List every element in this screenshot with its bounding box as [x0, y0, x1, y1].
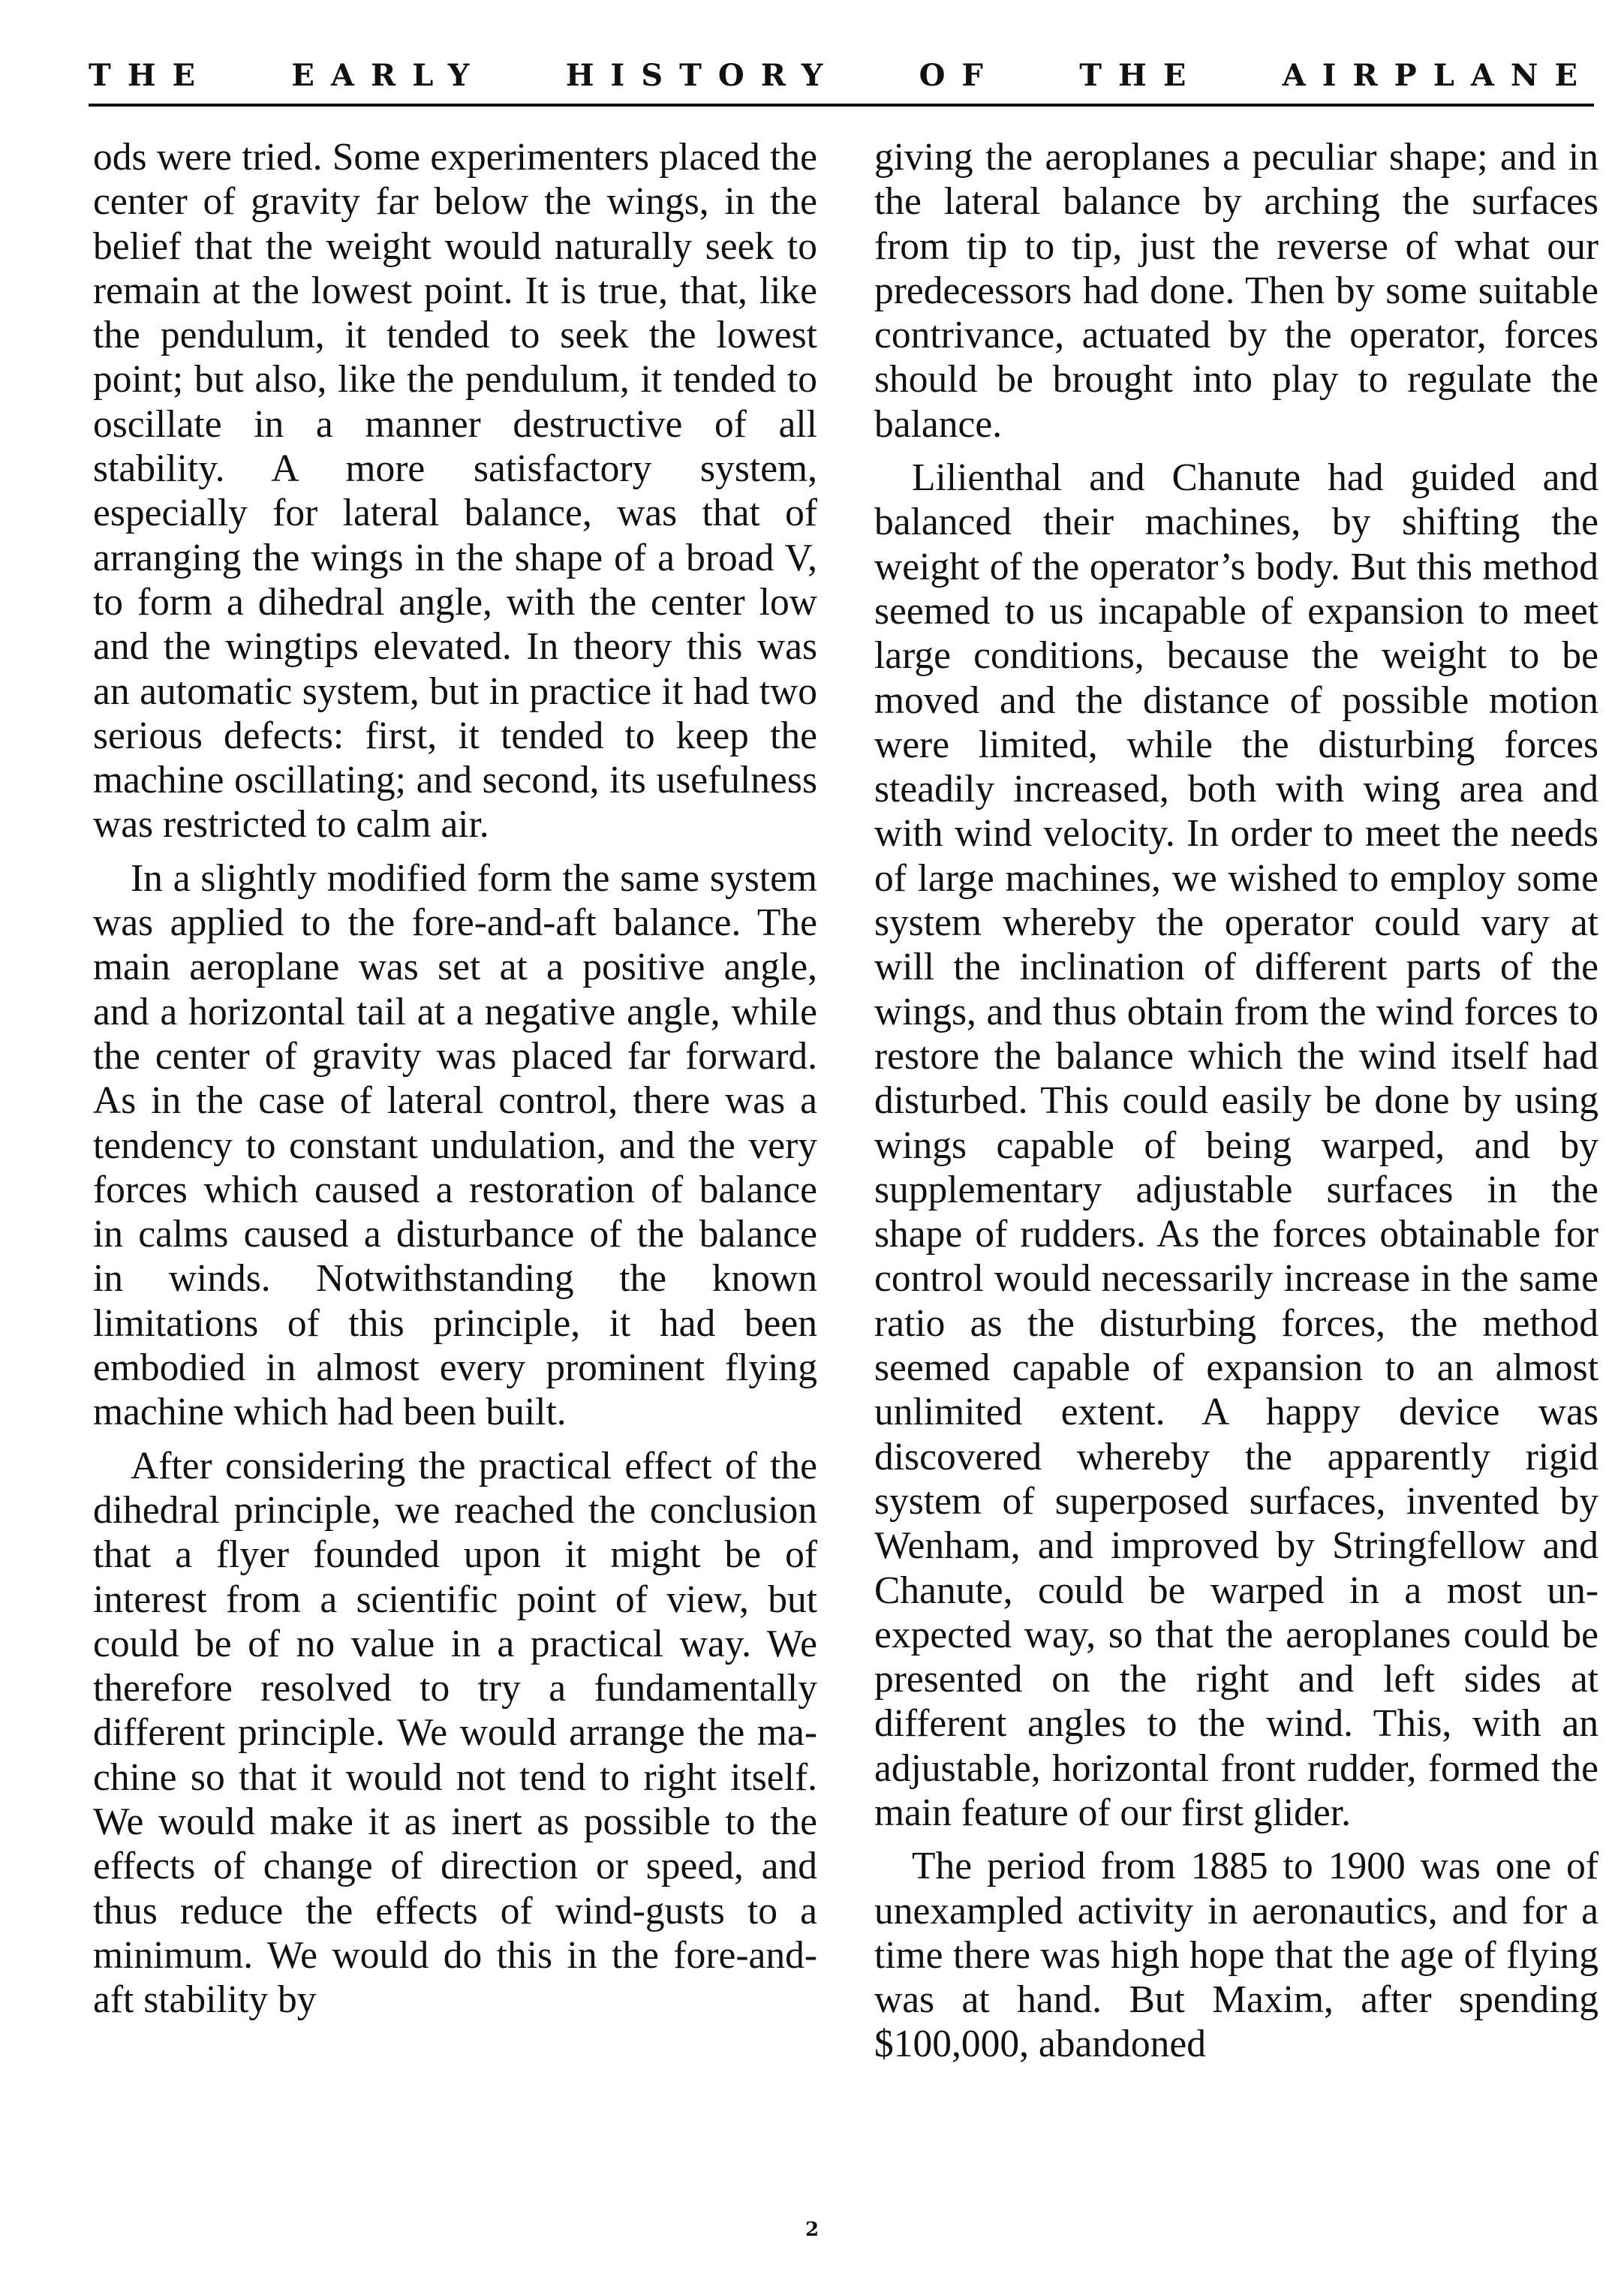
paragraph: giving the aeroplanes a peculiar shape; and in the lateral balance by arching the surfaces from tip to tip, just the reverse of what our predecessors had done. Then by some suitable contrivance, actuated by the operator, forces should be brought into play to regulate the balance.: [874, 136, 1598, 446]
header-word: THE: [1079, 58, 1203, 93]
paragraph: After considering the practical effect of the dihedral principle, we reached the conclusion that a flyer founded upon it might be of interest from a scientific point of view, but could be of no value in a practical way. We therefore resolved to try a fundamentally different principle. We would arrange the machine so that it would not tend to right itself. We would make it as inert as possible to the effects of change of direction or speed, and thus reduce the effects of wind-gusts to a minimum. We would do this in the fore-and-aft stability by: [93, 1444, 817, 2022]
left-column: [93, 135, 817, 2031]
header-word: HISTORY: [565, 58, 840, 93]
header-rule: [89, 104, 1594, 107]
page-number: 2: [804, 2218, 820, 2241]
header-word: THE: [89, 58, 212, 93]
paragraph: In a slightly modified form the same system was applied to the fore-and-aft balance. The main aeroplane was set at a positive angle, and a horizontal tail at a negative angle, while the center of gravity was placed far forward. As in the case of lateral control, there was a tendency to constant undulation, and the very forces which caused a restoration of balance in calms caused a disturbance of the balance in winds. Notwithstanding the known limitations of this principle, it had been embodied in almost every prominent flying machine which had been built.: [93, 856, 817, 1434]
header-word: EARLY: [291, 58, 486, 93]
paragraph: The period from 1885 to 1900 was one of unexampled activity in aeronautics, and for a time there was high hope that the age of flying was at hand. But Maxim, after spending $100,000, abandoned: [874, 1845, 1598, 2066]
right-column: [874, 135, 1598, 2076]
running-header: [89, 47, 1594, 107]
running-head-title: [89, 57, 1594, 95]
paragraph: ods were tried. Some experimenters placed the center of gravity far below the wings, in the belief that the weight would naturally seek to remain at the lowest point. It is true, that, like the pendulum, it tended to seek the lowest point; but also, like the pendulum, it tended to oscillate in a manner destructive of all stability. A more satisfactory system, especially for lateral balance, was that of arranging the wings in the shape of a broad V, to form a dihedral angle, with the center low and the wingtips elevated. In theory this was an automatic system, but in practice it had two serious defects: first, it tended to keep the machine oscillating; and second, its usefulness was restricted to calm air.: [93, 136, 817, 847]
header-word: AIRPLANE: [1282, 58, 1594, 93]
paragraph: Lilienthal and Chanute had guided and balanced their machines, by shifting the weight of the operator’s body. But this method seemed to us incapable of expansion to meet large conditions, because the weight to be moved and the distance of possible motion were limited, while the disturbing forces steadily increased, both with wing area and with wind velocity. In order to meet the needs of large machines, we wished to employ some system whereby the operator could vary at will the inclination of different parts of the wings, and thus obtain from the wind forces to restore the balance which the wind itself had disturbed. This could easily be done by using wings capable of being warped, and by supplementary adjustable surfaces in the shape of rudders. As the forces obtainable for control would necessarily increase in the same ratio as the disturbing forces, the method seemed capable of expansion to an almost unlimited extent. A happy device was discovered whereby the apparently rigid system of superposed surfaces, invented by Wenham, and improved by Stringfellow and Chanute, could be warped in a most unexpected way, so that the aeroplanes could be presented on the right and left sides at different angles to the wind. This, with an adjustable, horizontal front rudder, formed the main feature of our first glider.: [874, 456, 1598, 1834]
header-word: OF: [919, 58, 1000, 93]
